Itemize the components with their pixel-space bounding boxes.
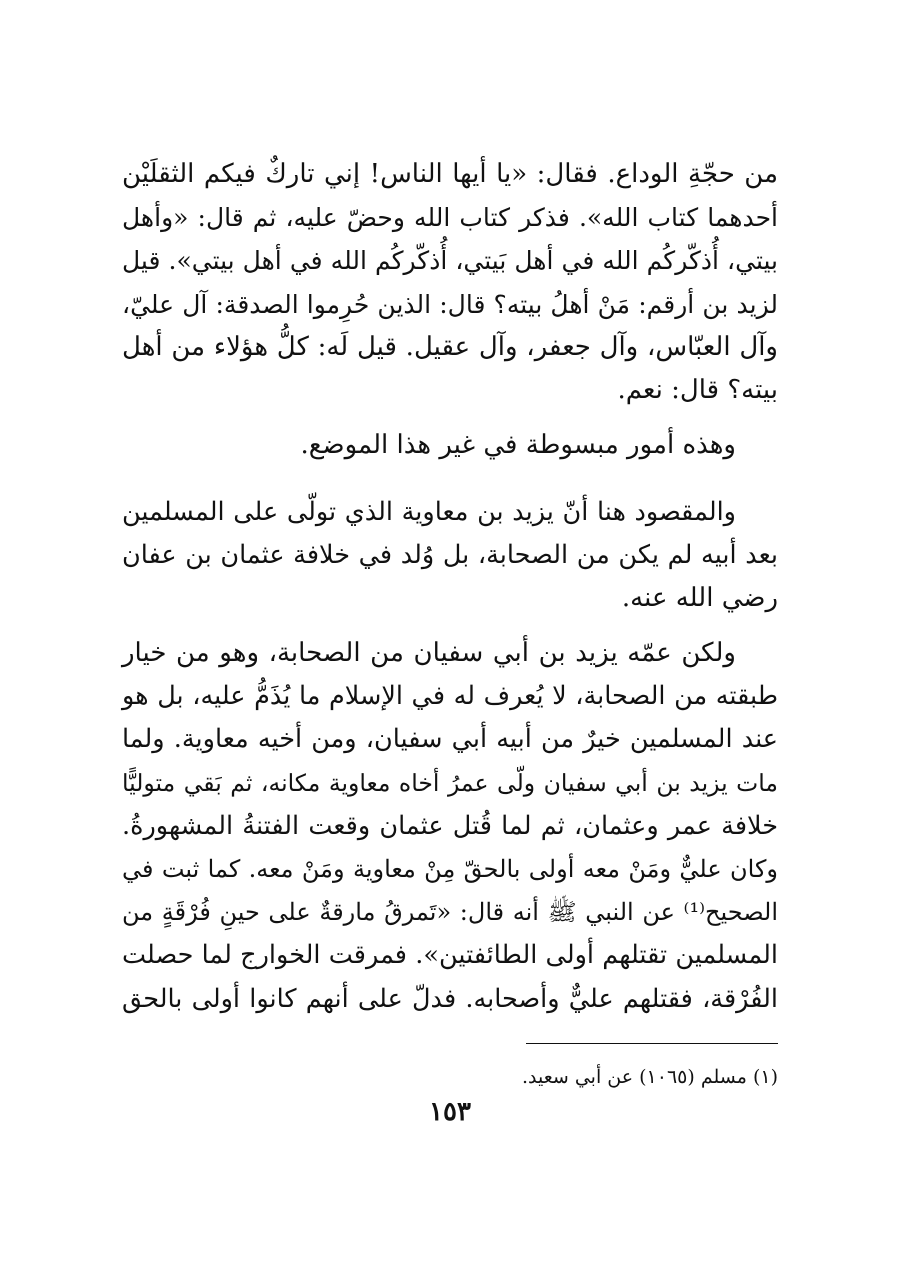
text-line: لزيد بن أرقم: مَنْ أهلُ بيته؟ قال: الذين حُرِموا الصدقة: آل عليّ، [122, 289, 778, 319]
footnote-text: مسلم (١٠٦٥) عن أبي سعيد. [521, 1066, 747, 1088]
text-line: مات يزيد بن أبي سفيان ولّى عمرُ أخاه معاوية مكانه، ثم بَقي متوليًّا [122, 768, 778, 797]
text-line: طبقته من الصحابة، لا يُعرف له في الإسلام ما يُذَمُّ عليه، بل هو [122, 681, 778, 712]
text-line: أحدهما كتاب الله». فذكر كتاب الله وحضّ عليه، ثم قال: «وأهل [122, 203, 778, 233]
page-number: ١٥٣ [429, 1097, 471, 1127]
text-line: رضي الله عنه. [621, 583, 778, 614]
paragraph-2 [122, 424, 778, 467]
text-line: وهذه أمور مبسوطة في غير هذا الموضع. [300, 430, 736, 460]
text-line: وكان عليٌّ ومَنْ معه أولى بالحقّ مِنْ معاوية ومَنْ معه. كما ثبت في [122, 855, 778, 884]
text-line: من حجّةِ الوداع. فقال: «يا أيها الناس! إني تاركٌ فيكم الثقلَيْن [122, 159, 778, 189]
text-line: بيته؟ قال: نعم. [617, 375, 778, 406]
text-line: عند المسلمين خيرٌ من أبيه أبي سفيان، ومن أخيه معاوية. ولما [122, 724, 778, 755]
text-line: الفُرْقة، فقتلهم عليٌّ وأصحابه. فدلّ على أنهم كانوا أولى بالحق [122, 983, 778, 1014]
text-line: وآل العبّاس، وآل جعفر، وآل عقيل. قيل لَه: كلُّ هؤلاء من أهل [122, 331, 778, 362]
text-line: والمقصود هنا أنّ يزيد بن معاوية الذي تولّى على المسلمين [122, 497, 736, 527]
text-line: الصحيح⁽¹⁾ عن النبي ﷺ أنه قال: «تَمرقُ مارقةٌ على حينِ فُرْقَةٍ من [122, 898, 778, 927]
text-line: بعد أبيه لم يكن من الصحابة، بل وُلد في خلافة عثمان بن عفان [122, 540, 778, 571]
text-line: المسلمين تقتلهم أولى الطائفتين». فمرقت الخوارج لما حصلت [122, 940, 778, 971]
footnote [522, 1062, 778, 1092]
paragraph-3 [122, 491, 778, 621]
text-line: بيتي، أُذكّركُم الله في أهل بَيتي، أُذكّركُم الله في أهل بيتي». قيل [122, 246, 779, 276]
paragraph-1 [122, 153, 778, 412]
footnote-marker: (١) [752, 1066, 778, 1088]
text-line: خلافة عمر وعثمان، ثم لما قُتل عثمان وقعت الفتنةُ المشهورةُ. [122, 810, 778, 841]
footnote-divider [526, 1043, 778, 1044]
paragraph-4 [122, 632, 778, 1021]
text-line: ولكن عمّه يزيد بن أبي سفيان من الصحابة، وهو من خيار [122, 638, 736, 668]
